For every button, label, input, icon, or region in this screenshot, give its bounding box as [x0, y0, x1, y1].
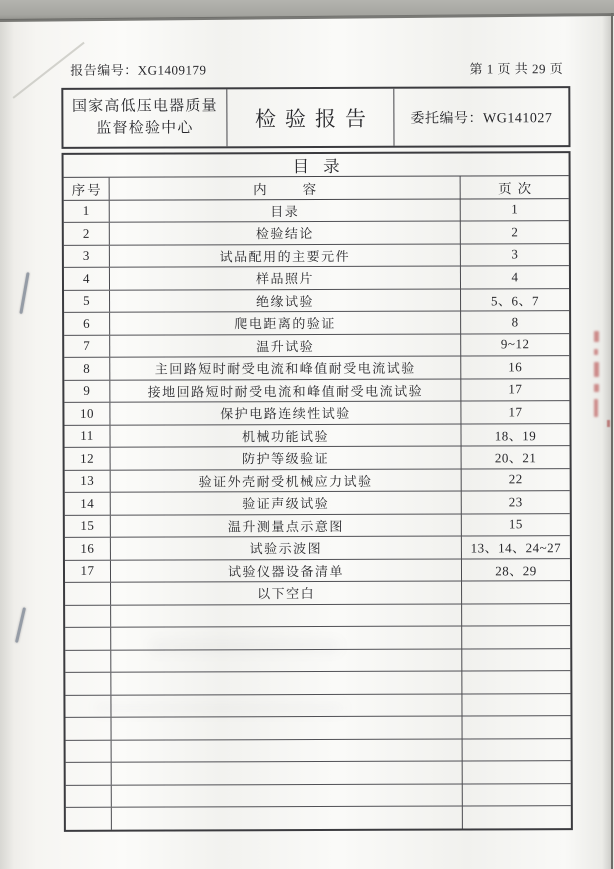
report-title: 检验报告: [254, 106, 375, 131]
toc-row: [65, 626, 570, 650]
toc-cell-page: [461, 649, 570, 671]
toc-row: [64, 379, 569, 403]
toc-cell-content: [111, 739, 462, 762]
toc-cell-content: 试品配用的主要元件: [109, 244, 460, 267]
toc-cell-no: [66, 808, 111, 830]
toc-cell-no: [66, 718, 111, 740]
toc-cell-page: 2: [460, 221, 569, 243]
toc-cell-content: 目录: [109, 199, 460, 222]
toc-row: [65, 604, 570, 628]
toc-row: [65, 671, 570, 695]
toc-row: [66, 716, 571, 740]
toc-row: [65, 536, 570, 560]
toc-cell-content: [110, 626, 461, 649]
page-meta-row: [61, 58, 570, 79]
toc-cell-page: 1: [460, 199, 569, 221]
toc-cell-page: 15: [461, 514, 570, 536]
toc-cell-content: 爬电距离的验证: [109, 311, 460, 334]
toc-cell-content: 试验仪器设备清单: [110, 559, 461, 582]
toc-row: [64, 289, 569, 313]
toc-cell-page: 28、29: [461, 559, 570, 581]
toc-row: [64, 266, 569, 290]
toc-cell-no: [66, 740, 111, 762]
page-right-shadow: [602, 14, 611, 869]
toc-cell-no: 16: [80, 540, 95, 556]
staple-bottom: [15, 607, 26, 643]
toc-cell-page: 9~12: [460, 334, 569, 356]
stamp-bleed-mark: [594, 331, 601, 417]
toc-row: [65, 446, 570, 470]
toc-cell-no: [65, 605, 110, 627]
toc-cell-page: 23: [461, 491, 570, 513]
toc-row: [64, 401, 569, 425]
toc-cell-content: 保护电路连续性试验: [109, 401, 460, 424]
toc-cell-content: [111, 806, 462, 829]
toc-cell-page: [461, 581, 570, 603]
toc-cell-content: 温升试验: [109, 334, 460, 357]
toc-col-header-page: 页次: [460, 176, 569, 198]
toc-col-header-content: 内容: [109, 176, 460, 199]
toc-cell-no: [66, 763, 111, 785]
toc-cell-no: 4: [82, 270, 90, 286]
toc-header-row: [64, 176, 569, 200]
org-name-line1: 国家高低压电器质量: [71, 98, 218, 115]
toc-cell-page: [461, 604, 570, 626]
page-right-edge: [611, 13, 613, 869]
toc-cell-page: 18、19: [460, 424, 569, 446]
toc-cell-no: [65, 650, 110, 672]
toc-cell-content: 防护等级验证: [110, 446, 461, 469]
toc-cell-content: [110, 604, 461, 627]
commission-number: [410, 107, 552, 127]
toc-cell-no: 8: [83, 360, 91, 376]
toc-cell-page: [462, 806, 571, 828]
toc-cell-content: [110, 649, 461, 672]
toc-cell-no: [65, 628, 110, 650]
toc-cell-content: 验证声级试验: [110, 491, 461, 514]
report-number-value: XG1409179: [137, 62, 207, 78]
toc-row: [64, 311, 569, 335]
toc-row: [64, 244, 569, 268]
toc-cell-no: 11: [80, 428, 94, 444]
toc-row: [65, 559, 570, 583]
toc-cell-content: 绝缘试验: [109, 289, 460, 312]
toc-row: [66, 739, 571, 763]
toc-cell-no: [65, 583, 110, 605]
toc-row: [66, 806, 571, 829]
toc-title: 目录: [64, 153, 569, 178]
commission-number-value: WG141027: [482, 110, 553, 126]
toc-cell-no: 9: [83, 383, 91, 399]
toc-row: [65, 514, 570, 538]
toc-cell-no: 13: [80, 473, 95, 489]
toc-cell-page: 5、6、7: [460, 289, 569, 311]
page-left-shadow: [0, 18, 14, 869]
toc-row: [65, 581, 570, 605]
report-number-label: 报告编号：: [70, 62, 138, 78]
toc-row: [66, 784, 571, 808]
toc-cell-no: 3: [82, 248, 90, 264]
staple-top: [19, 272, 29, 314]
toc-cell-no: 7: [83, 338, 91, 354]
toc-row: [66, 761, 571, 785]
report-number: [61, 59, 206, 79]
toc-cell-no: 14: [80, 495, 95, 511]
commission-number-cell: [393, 88, 568, 146]
toc-cell-content: [111, 716, 462, 739]
toc-cell-content: 样品照片: [109, 266, 460, 289]
toc-cell-no: 15: [80, 518, 95, 534]
toc-col-header-no: 序号: [71, 182, 103, 198]
toc-cell-page: [461, 694, 570, 716]
toc-row: [64, 199, 569, 223]
toc-cell-page: 3: [460, 244, 569, 266]
org-name-line2: 监督检验中心: [96, 119, 194, 137]
toc-cell-page: 13、14、24~27: [461, 536, 570, 558]
toc-body: [64, 199, 571, 830]
toc-cell-page: 20、21: [461, 446, 570, 468]
toc-row: [65, 649, 570, 673]
toc-cell-content: 主回路短时耐受电流和峰值耐受电流试验: [109, 356, 460, 379]
toc-cell-page: 22: [461, 469, 570, 491]
toc-cell-content: 以下空白: [110, 581, 461, 604]
org-name-cell: [63, 89, 226, 147]
toc-cell-content: 试验示波图: [110, 536, 461, 559]
toc-cell-page: [461, 671, 570, 693]
toc-cell-page: [462, 761, 571, 783]
toc-cell-page: 17: [460, 401, 569, 423]
page-indicator: 第 1 页 共 29 页: [469, 61, 564, 77]
toc-cell-page: [461, 626, 570, 648]
toc-cell-no: [65, 673, 110, 695]
toc-cell-page: 8: [460, 311, 569, 333]
report-header-box: [61, 86, 570, 149]
toc-row: [64, 334, 569, 358]
toc-cell-content: 检验结论: [109, 221, 460, 244]
stamp-bleed-dot: [607, 420, 610, 427]
toc-cell-content: [111, 784, 462, 807]
toc-cell-no: 6: [83, 315, 91, 331]
toc-row: [65, 469, 570, 493]
toc-cell-page: 4: [460, 266, 569, 288]
toc-cell-content: [111, 761, 462, 784]
toc-row: [65, 491, 570, 515]
toc-cell-page: 16: [460, 356, 569, 378]
toc-cell-content: [110, 694, 461, 717]
table-of-contents: [62, 151, 573, 831]
toc-cell-content: 温升测量点示意图: [110, 514, 461, 537]
toc-row: [64, 221, 569, 245]
toc-cell-content: 验证外壳耐受机械应力试验: [110, 469, 461, 492]
toc-cell-no: 1: [82, 203, 90, 219]
toc-cell-no: [65, 695, 110, 717]
toc-cell-no: 17: [80, 563, 95, 579]
toc-cell-content: 机械功能试验: [109, 424, 460, 447]
toc-row: [64, 424, 569, 448]
toc-cell-page: [462, 739, 571, 761]
toc-cell-no: 10: [79, 405, 94, 421]
commission-number-label: 委托编号：: [410, 110, 484, 127]
toc-cell-no: [66, 785, 111, 807]
report-title-cell: [226, 89, 393, 147]
toc-cell-no: 12: [80, 450, 95, 466]
toc-cell-content: [110, 671, 461, 694]
toc-cell-page: 17: [460, 379, 569, 401]
toc-cell-no: 5: [83, 293, 91, 309]
toc-cell-no: 2: [82, 225, 90, 241]
toc-row: [65, 694, 570, 718]
toc-cell-page: [462, 716, 571, 738]
toc-cell-page: [462, 784, 571, 806]
toc-row: [64, 356, 569, 380]
toc-cell-content: 接地回路短时耐受电流和峰值耐受电流试验: [109, 379, 460, 402]
